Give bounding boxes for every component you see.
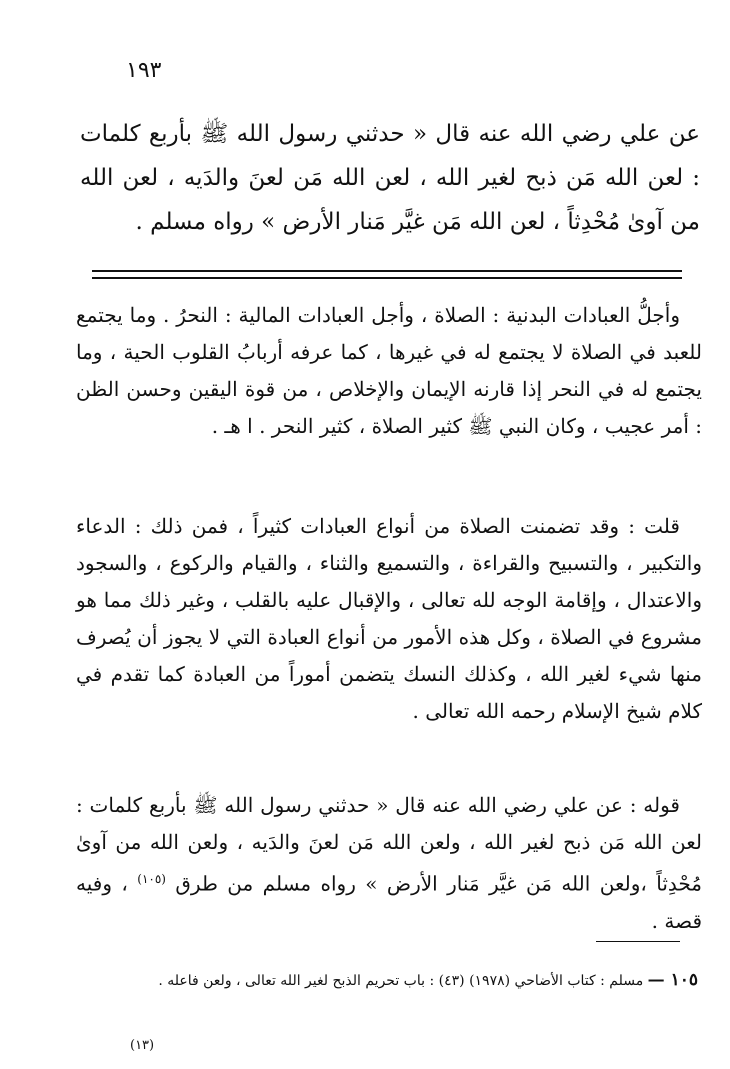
separator-rule-bottom xyxy=(92,277,682,279)
hadith-text: عن علي رضي الله عنه قال « حدثني رسول الله ﷺ بأربع كلمات : لعن الله مَن ذبح لغير الله ، لعن الله مَن لعنَ والدَيه ، لعن الله من آوىٰ مُحْدِثاً ، لعن الله مَن غيَّر مَنار الأرض » رواه مسلم . xyxy=(80,121,700,235)
commentary-paragraph-3 xyxy=(76,787,702,940)
page-number: ١٩٣ xyxy=(126,58,162,83)
footnote xyxy=(86,966,698,995)
paragraph-3-main: قوله : عن علي رضي الله عنه قال « حدثني رسول الله ﷺ بأربع كلمات : لعن الله مَن ذبح لغير الله ، ولعن الله مَن لعنَ والدَيه ، ولعن الله من آوىٰ مُحْدِثاً ،ولعن الله مَن غيَّر مَنار الأرض » رواه مسلم من طرق xyxy=(76,793,703,896)
footnote-separator xyxy=(596,941,680,942)
commentary-paragraph-2: قلت : وقد تضمنت الصلاة من أنواع العبادات كثيراً ، فمن ذلك : الدعاء والتكبير ، والتسبيح والقراءة ، والتسميع والثناء ، والقيام والركوع ، والسجود والاعتدال ، وإقامة الوجه لله تعالى ، والإقبال عليه بالقلب ، وغير ذلك مما هو مشروع في الصلاة ، وكل هذه الأمور من أنواع العبادة التي لا يجوز أن يُصرف منها شيء لغير الله ، وكذلك النسك يتضمن أموراً من العبادة كما تقدم في كلام شيخ الإسلام رحمه الله تعالى . xyxy=(76,514,702,723)
signature-number: (١٣) xyxy=(130,1038,155,1053)
footnote-text: مسلم : كتاب الأضاحي (١٩٧٨) (٤٣) : باب تحريم الذبح لغير الله تعالى ، ولعن فاعله . xyxy=(158,973,644,989)
paragraph-3-end: ، وفيه قصة . xyxy=(76,871,702,933)
separator-rule-top xyxy=(92,270,682,272)
commentary-paragraph-1: وأجلُّ العبادات البدنية : الصلاة ، وأجل العبادات المالية : النحرُ . وما يجتمع للعبد في الصلاة لا يجتمع له في غيرها ، كما عرفه أربابُ القلوب الحية ، وما يجتمع له في النحر إذا قارنه الإيمان والإخلاص ، من قوة اليقين وحسن الظن : أمر عجيب ، وكان النبي ﷺ كثير الصلاة ، كثير النحر . ا هـ . xyxy=(76,303,702,438)
footnote-number: ١٠٥ — xyxy=(647,970,698,990)
footnote-reference: (١٠٥) xyxy=(137,872,166,886)
